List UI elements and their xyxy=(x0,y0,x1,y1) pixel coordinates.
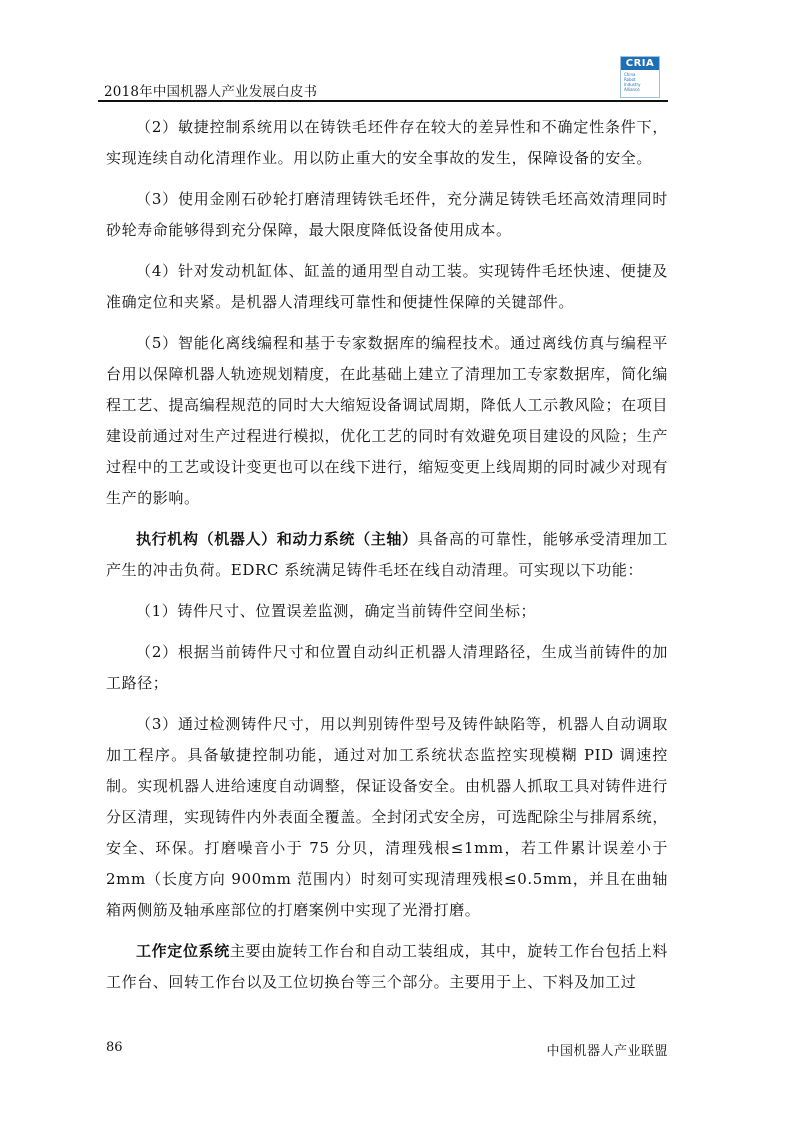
document-title: 2018年中国机器人产业发展白皮书 xyxy=(104,84,318,100)
paragraph-text: （3）通过检测铸件尺寸，用以判别铸件型号及铸件缺陷等，机器人自动调取加工程序。具备敏捷控制功能，通过对加工系统状态监控实现模糊 PID 调速控制。实现机器人进给速度自动调整，保证设备安全。由机器人抓取工具对铸件进行分区清理，实现铸件内外表面全覆盖。全封闭式安全房，可选配除尘与排屑系统，安全、环保。打磨噪音小于 75 分贝，清理残根≤1mm，若工件累计误差小于 2mm（长度方向 900mm 范围内）时刻可实现清理残根≤0.5mm，并且在曲轴箱两侧筋及轴承座部位的打磨案例中实现了光滑打磨。 xyxy=(106,715,668,919)
paragraph xyxy=(106,524,668,586)
paragraph-bold-lead: 工作定位系统 xyxy=(136,942,230,960)
body-text xyxy=(106,112,668,1008)
page-footer xyxy=(106,1040,668,1060)
page-number: 86 xyxy=(106,1040,123,1055)
paragraph-text: （4）针对发动机缸体、缸盖的通用型自动工装。实现铸件毛坯快速、便捷及准确定位和夹紧。是机器人清理线可靠性和便捷性保障的关键部件。 xyxy=(106,262,668,311)
page-header xyxy=(98,56,668,102)
paragraph xyxy=(106,184,668,246)
paragraph xyxy=(106,256,668,318)
logo-line: Alliance xyxy=(624,87,640,92)
paragraph-text: （5）智能化离线编程和基于专家数据库的编程技术。通过离线仿真与编程平台用以保障机器人轨迹规划精度，在此基础上建立了清理加工专家数据库，简化编程工艺、提高编程规范的同时大大缩短设备调试周期，降低人工示教风险；在项目建设前通过对生产过程进行模拟，优化工艺的同时有效避免项目建设的风险；生产过程中的工艺或设计变更也可以在线下进行，缩短变更上线周期的同时减少对现有生产的影响。 xyxy=(106,334,668,507)
paragraph xyxy=(106,936,668,998)
footer-organization: 中国机器人产业联盟 xyxy=(546,1044,668,1059)
paragraph xyxy=(106,112,668,174)
paragraph-text: （1）铸件尺寸、位置误差监测，确定当前铸件空间坐标； xyxy=(136,602,537,620)
logo-line: China xyxy=(624,72,636,77)
paragraph-bold-lead: 执行机构（机器人）和动力系统（主轴） xyxy=(136,530,418,548)
header-divider xyxy=(98,100,668,102)
paragraph-text: （2）根据当前铸件尺寸和位置自动纠正机器人清理路径，生成当前铸件的加工路径； xyxy=(106,643,668,692)
paragraph-text: （2）敏捷控制系统用以在铸铁毛坯件存在较大的差异性和不确定性条件下，实现连续自动化清理作业。用以防止重大的安全事故的发生，保障设备的安全。 xyxy=(106,118,668,167)
logo-line: Industry xyxy=(624,82,641,87)
paragraph xyxy=(106,709,668,926)
paragraph-text: （3）使用金刚石砂轮打磨清理铸铁毛坯件，充分满足铸铁毛坯高效清理同时砂轮寿命能够得到充分保障，最大限度降低设备使用成本。 xyxy=(106,190,668,239)
logo-line: Robot xyxy=(624,77,636,82)
paragraph-text: 具备高的可靠性，能够承受清理加工产生的冲击负荷。EDRC 系统满足铸件毛坯在线自动清理。可实现以下功能： xyxy=(106,530,668,579)
paragraph xyxy=(106,328,668,514)
cria-logo xyxy=(620,56,660,98)
paragraph-text: 主要由旋转工作台和自动工装组成，其中，旋转工作台包括上料工作台、回转工作台以及工位切换台等三个部分。主要用于上、下料及加工过 xyxy=(106,942,668,991)
logo-subtitle xyxy=(624,72,656,92)
logo-acronym: CRIA xyxy=(621,57,659,70)
paragraph xyxy=(106,596,668,627)
paragraph xyxy=(106,637,668,699)
